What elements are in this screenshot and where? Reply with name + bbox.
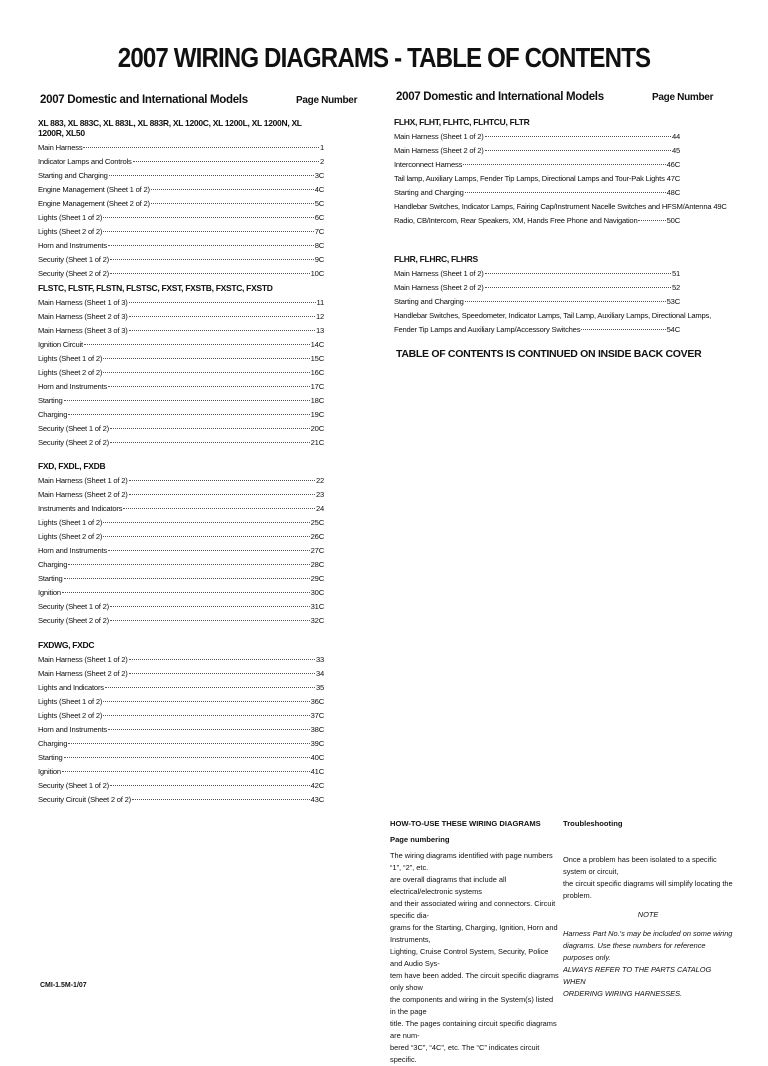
left-page-number-header: Page Number (296, 95, 358, 106)
page-title: 2007 WIRING DIAGRAMS - TABLE OF CONTENTS (117, 42, 651, 73)
toc-entry-label: Instruments and Indicators (38, 504, 123, 513)
text-line: ALWAYS REFER TO THE PARTS CATALOG WHEN (563, 965, 712, 986)
toc-entry (38, 380, 324, 394)
toc-entry-page: 5C (314, 199, 324, 208)
dot-leader (83, 147, 319, 148)
text-line: tem have been added. The circuit specific diagrams only show (390, 971, 559, 992)
toc-entry (38, 141, 324, 155)
dot-leader (465, 301, 666, 302)
section-title: XL 883, XL 883C, XL 883L, XL 883R, XL 1200C, XL 1200L, XL 1200N, XL 1200R, XL50 (38, 118, 302, 138)
toc-entry (38, 600, 324, 614)
dot-leader (110, 785, 310, 786)
toc-entry (38, 267, 324, 281)
dot-leader (151, 203, 314, 204)
toc-entry-label: Security (Sheet 1 of 2) (38, 424, 109, 433)
toc-entry-page: 31C (310, 602, 324, 611)
toc-entry-label: Main Harness (Sheet 1 of 2) (38, 476, 128, 485)
section-title: FXDWG, FXDC (38, 640, 95, 650)
dot-leader (108, 245, 314, 246)
toc-entry-page: 49C (713, 202, 727, 211)
text-line: Lighting, Cruise Control System, Security, Police and Audio Sys- (390, 947, 549, 968)
toc-entry-label: Lights (Sheet 1 of 2) (38, 213, 103, 222)
toc-entry-page: 2 (319, 157, 324, 166)
toc-entry-label: Main Harness (Sheet 2 of 3) (38, 312, 128, 321)
toc-entry-label: Lights (Sheet 1 of 2) (38, 354, 103, 363)
toc-entry (38, 737, 324, 751)
toc-entry-page: 50C (666, 216, 680, 225)
toc-entry-page: 10C (310, 269, 324, 278)
toc-entry-page: 13 (315, 326, 324, 335)
toc-entry (38, 667, 324, 681)
dot-leader (108, 550, 310, 551)
left-section-2 (38, 461, 324, 628)
toc-entry (38, 530, 324, 544)
toc-entry (38, 695, 324, 709)
toc-entry (38, 653, 324, 667)
dot-leader (129, 494, 315, 495)
toc-entry (394, 323, 680, 337)
toc-entry-label: Ignition Circuit (38, 340, 83, 349)
toc-entry-page: 40C (310, 753, 324, 762)
toc-entry-page: 1 (319, 143, 324, 152)
toc-entry (38, 516, 324, 530)
toc-entry-page: 34 (315, 669, 324, 678)
toc-entry (38, 352, 324, 366)
text-line: Once a problem has been isolated to a specific system or circuit, (563, 855, 717, 876)
toc-entry-label: Main Harness (Sheet 1 of 2) (394, 269, 484, 278)
toc-entry-page: 24 (315, 504, 324, 513)
toc-entry (38, 765, 324, 779)
toc-entry-label: Charging (38, 560, 68, 569)
toc-entry-label: Main Harness (38, 143, 83, 152)
toc-entry-page: 26C (310, 532, 324, 541)
toc-entry (394, 130, 680, 144)
dot-leader (64, 400, 310, 401)
toc-entry-label: Main Harness (Sheet 1 of 3) (38, 298, 128, 307)
toc-entry-label: Lights (Sheet 2 of 2) (38, 711, 103, 720)
dot-leader (64, 757, 310, 758)
toc-entry-page: 8C (314, 241, 324, 250)
toc-entry (38, 310, 324, 324)
toc-entry-page: 33 (315, 655, 324, 664)
toc-entry-label: Lights (Sheet 2 of 2) (38, 532, 103, 541)
text-line: grams for the Starting, Charging, Ignition, Horn and Instruments, (390, 923, 558, 944)
toc-entry-page: 47C (666, 174, 681, 183)
toc-entry-label: Lights (Sheet 1 of 2) (38, 518, 103, 527)
toc-entry (38, 253, 324, 267)
toc-entry (38, 544, 324, 558)
toc-entry-page: 3C (314, 171, 324, 180)
toc-entry-page: 36C (310, 697, 324, 706)
toc-entry-label: Main Harness (Sheet 1 of 2) (394, 132, 484, 141)
dot-leader (110, 620, 310, 621)
toc-entry (38, 723, 324, 737)
toc-entry-label: Security (Sheet 2 of 2) (38, 438, 109, 447)
left-section-1 (38, 283, 324, 450)
toc-entry (394, 267, 680, 281)
dot-leader (103, 715, 309, 716)
dot-leader (129, 480, 315, 481)
dot-leader (129, 659, 315, 660)
dot-leader (132, 799, 310, 800)
toc-entry-label: Engine Management (Sheet 1 of 2) (38, 185, 150, 194)
note-title: NOTE (637, 910, 659, 919)
toc-entry (38, 408, 324, 422)
dot-leader (151, 189, 314, 190)
toc-entry-label: Security Circuit (Sheet 2 of 2) (38, 795, 131, 804)
toc-entry (38, 586, 324, 600)
toc-entry (38, 422, 324, 436)
toc-entry (394, 158, 680, 172)
toc-entry-label: Lights (Sheet 2 of 2) (38, 368, 103, 377)
toc-entry (38, 779, 324, 793)
toc-entry-page: 28C (310, 560, 324, 569)
dot-leader (110, 273, 310, 274)
toc-entry-page: 43C (310, 795, 324, 804)
toc-entry (394, 144, 680, 158)
toc-entry (38, 169, 324, 183)
toc-entry-label: Charging (38, 410, 68, 419)
dot-leader (463, 164, 665, 165)
dot-leader (485, 273, 671, 274)
toc-entry-label: Charging (38, 739, 68, 748)
dot-leader (129, 302, 316, 303)
text-line: title. The pages containing circuit specific diagrams are num- (390, 1019, 557, 1040)
toc-entry-label: Indicator Lamps and Controls (38, 157, 132, 166)
toc-entry (394, 281, 680, 295)
text-line: ORDERING WIRING HARNESSES. (563, 989, 683, 998)
text-line: the circuit specific diagrams will simplify locating the problem. (563, 879, 733, 900)
right-page-number-header: Page Number (652, 92, 714, 103)
toc-entry-label: Starting and Charging (394, 297, 464, 306)
toc-entry-label: Ignition (38, 588, 61, 597)
toc-entry-label: Handlebar Switches, Speedometer, Indicator Lamps, Tail Lamp, Auxiliary Lamps, Directional Lamps, (394, 311, 712, 320)
toc-entry-page: 54C (666, 325, 680, 334)
text-line: The wiring diagrams identified with page numbers “1”, “2”, etc. (390, 851, 553, 872)
toc-entry-label: Starting (38, 574, 63, 583)
section-title: FLHR, FLHRC, FLHRS (394, 254, 478, 264)
toc-entry-label: Horn and Instruments (38, 546, 108, 555)
dot-leader (129, 316, 315, 317)
dot-leader (581, 329, 665, 330)
dot-leader (129, 673, 315, 674)
troubleshooting-heading: Troubleshooting (563, 819, 623, 828)
dot-leader (485, 136, 671, 137)
toc-entry-page: 52 (671, 283, 680, 292)
toc-entry (394, 186, 680, 200)
toc-entry-label: Interconnect Harness (394, 160, 463, 169)
text-line: the components and wiring in the System(s) listed in the page (390, 995, 554, 1016)
toc-entry-label: Security (Sheet 1 of 2) (38, 255, 109, 264)
toc-entry-page: 32C (310, 616, 324, 625)
toc-entry-label: Security (Sheet 1 of 2) (38, 602, 109, 611)
toc-entry (38, 183, 324, 197)
toc-entry (38, 211, 324, 225)
dot-leader (133, 161, 319, 162)
toc-entry (38, 197, 324, 211)
left-section-0 (38, 118, 324, 281)
dot-leader (123, 508, 315, 509)
dot-leader (110, 442, 310, 443)
toc-entry-label: Starting (38, 753, 63, 762)
dot-leader (105, 687, 315, 688)
toc-entry-label: Lights (Sheet 1 of 2) (38, 697, 103, 706)
toc-entry (394, 295, 680, 309)
toc-entry (38, 681, 324, 695)
toc-entry-label: Security (Sheet 1 of 2) (38, 781, 109, 790)
dot-leader (62, 592, 310, 593)
dot-leader (68, 743, 309, 744)
toc-entry-page: 51 (671, 269, 680, 278)
toc-entry (38, 155, 324, 169)
toc-entry (38, 502, 324, 516)
toc-entry (38, 366, 324, 380)
toc-entry-page: 18C (310, 396, 324, 405)
howto-paragraph (390, 850, 560, 1066)
right-models-header: 2007 Domestic and International Models (396, 91, 604, 103)
troubleshooting-paragraph (563, 854, 733, 902)
toc-entry (38, 436, 324, 450)
toc-entry-page: 22 (315, 476, 324, 485)
toc-entry (38, 296, 324, 310)
toc-entry-page: 38C (310, 725, 324, 734)
dot-leader (110, 606, 310, 607)
toc-entry-page: 39C (310, 739, 324, 748)
toc-entry-label: Main Harness (Sheet 3 of 3) (38, 326, 128, 335)
dot-leader (108, 386, 310, 387)
text-line: bered “3C”, “4C”, etc. The “C” indicates circuit specific. (390, 1043, 540, 1064)
right-section-1 (394, 254, 712, 337)
howto-section (390, 818, 560, 1066)
toc-entry-page: 16C (310, 368, 324, 377)
footer-code: CMI-1.5M-1/07 (40, 982, 87, 989)
toc-entry-label: Radio, CB/Intercom, Rear Speakers, XM, Hands Free Phone and Navigation (394, 216, 638, 225)
toc-entry (38, 751, 324, 765)
dot-leader (103, 536, 309, 537)
toc-entry-label: Lights (Sheet 2 of 2) (38, 227, 103, 236)
toc-entry (394, 214, 680, 228)
dot-leader (103, 231, 314, 232)
toc-entry-label: Starting and Charging (394, 188, 464, 197)
dot-leader (62, 771, 310, 772)
dot-leader (68, 414, 309, 415)
toc-entry-label: Tail lamp, Auxiliary Lamps, Fender Tip Lamps, Directional Lamps and Tour-Pak Lights (394, 174, 665, 183)
toc-entry-page: 44 (671, 132, 680, 141)
section-title: FXD, FXDL, FXDB (38, 461, 106, 471)
section-title: FLHX, FLHT, FLHTC, FLHTCU, FLTR (394, 117, 530, 127)
dot-leader (109, 175, 314, 176)
dot-leader (103, 217, 314, 218)
toc-entry-page: 21C (310, 438, 324, 447)
left-section-3 (38, 640, 324, 807)
toc-entry-label: Handlebar Switches, Indicator Lamps, Fairing Cap/Instrument Nacelle Switches and HFSM/Antenna (394, 202, 712, 211)
toc-entry-page: 30C (310, 588, 324, 597)
toc-entry (38, 709, 324, 723)
toc-entry-label: Lights and Indicators (38, 683, 104, 692)
toc-entry-page: 12 (315, 312, 324, 321)
toc-entry-page: 45 (671, 146, 680, 155)
dot-leader (110, 259, 314, 260)
toc-entry-label: Ignition (38, 767, 61, 776)
toc-entry (38, 338, 324, 352)
toc-entry (38, 614, 324, 628)
toc-entry-label: Security (Sheet 2 of 2) (38, 616, 109, 625)
toc-entry-label: Horn and Instruments (38, 725, 108, 734)
troubleshooting-section (563, 818, 733, 1000)
toc-entry-label: Main Harness (Sheet 2 of 2) (38, 669, 128, 678)
toc-entry (38, 394, 324, 408)
dot-leader (68, 564, 309, 565)
toc-entry-page: 29C (310, 574, 324, 583)
toc-entry-label: Engine Management (Sheet 2 of 2) (38, 199, 150, 208)
toc-entry-label: Security (Sheet 2 of 2) (38, 269, 109, 278)
continued-notice: TABLE OF CONTENTS IS CONTINUED ON INSIDE BACK COVER (396, 348, 702, 360)
dot-leader (103, 358, 309, 359)
toc-entry-page: 41C (310, 767, 324, 776)
text-line: and their associated wiring and connectors. Circuit specific dia- (390, 899, 556, 920)
toc-entry-label: Main Harness (Sheet 2 of 2) (394, 146, 484, 155)
toc-entry (38, 572, 324, 586)
left-models-header: 2007 Domestic and International Models (40, 94, 248, 106)
toc-entry (38, 324, 324, 338)
toc-entry-page: 4C (314, 185, 324, 194)
toc-entry-label: Horn and Instruments (38, 241, 108, 250)
toc-entry-page: 15C (310, 354, 324, 363)
toc-entry-page: 11 (316, 298, 324, 307)
toc-entry-label: Main Harness (Sheet 1 of 2) (38, 655, 128, 664)
toc-entry-page: 14C (310, 340, 324, 349)
dot-leader (103, 522, 309, 523)
toc-entry-page: 53C (666, 297, 680, 306)
toc-entry (38, 488, 324, 502)
dot-leader (465, 192, 666, 193)
toc-entry-page: 6C (314, 213, 324, 222)
toc-entry-label: Starting and Charging (38, 171, 108, 180)
dot-leader (64, 578, 310, 579)
dot-leader (103, 372, 309, 373)
toc-entry (38, 474, 324, 488)
toc-entry-continued-line (394, 309, 712, 323)
note-text (563, 928, 733, 1000)
howto-heading: HOW-TO-USE THESE WIRING DIAGRAMS (390, 819, 541, 828)
toc-entry-label: Starting (38, 396, 63, 405)
toc-entry-label: Main Harness (Sheet 2 of 2) (38, 490, 128, 499)
toc-entry-label: Horn and Instruments (38, 382, 108, 391)
toc-entry (394, 172, 680, 186)
toc-entry-page: 46C (666, 160, 680, 169)
toc-entry-page: 35 (315, 683, 324, 692)
dot-leader (485, 287, 671, 288)
page-numbering-heading: Page numbering (390, 835, 450, 844)
text-line: diagrams. Use these numbers for reference purposes only. (563, 941, 706, 962)
dot-leader (110, 428, 310, 429)
toc-entry-page: 42C (310, 781, 324, 790)
text-line: are overall diagrams that include all electrical/electronic systems (390, 875, 507, 896)
toc-entry (38, 239, 324, 253)
toc-entry-label: Fender Tip Lamps and Auxiliary Lamp/Accessory Switches (394, 325, 581, 334)
toc-entry-page: 19C (310, 410, 324, 419)
section-title: FLSTC, FLSTF, FLSTN, FLSTSC, FXST, FXSTB, FXSTC, FXSTD (38, 283, 273, 293)
toc-entry (38, 225, 324, 239)
dot-leader (108, 729, 310, 730)
toc-entry-page: 7C (314, 227, 324, 236)
text-line: Harness Part No.'s may be included on some wiring (563, 929, 733, 938)
toc-entry-label: Main Harness (Sheet 2 of 2) (394, 283, 484, 292)
toc-entry-page: 20C (310, 424, 324, 433)
dot-leader (103, 701, 309, 702)
dot-leader (485, 150, 671, 151)
toc-entry (38, 793, 324, 807)
right-section-0 (394, 117, 727, 228)
toc-entry-page: 25C (310, 518, 324, 527)
dot-leader (638, 220, 665, 221)
dot-leader (84, 344, 310, 345)
dot-leader (129, 330, 315, 331)
toc-entry-page: 48C (666, 188, 680, 197)
toc-entry (38, 558, 324, 572)
toc-entry-page: 37C (310, 711, 324, 720)
toc-entry-page: 17C (310, 382, 324, 391)
toc-entry (394, 200, 727, 214)
toc-entry-page: 9C (314, 255, 324, 264)
toc-entry-page: 27C (310, 546, 324, 555)
toc-entry-page: 23 (315, 490, 324, 499)
